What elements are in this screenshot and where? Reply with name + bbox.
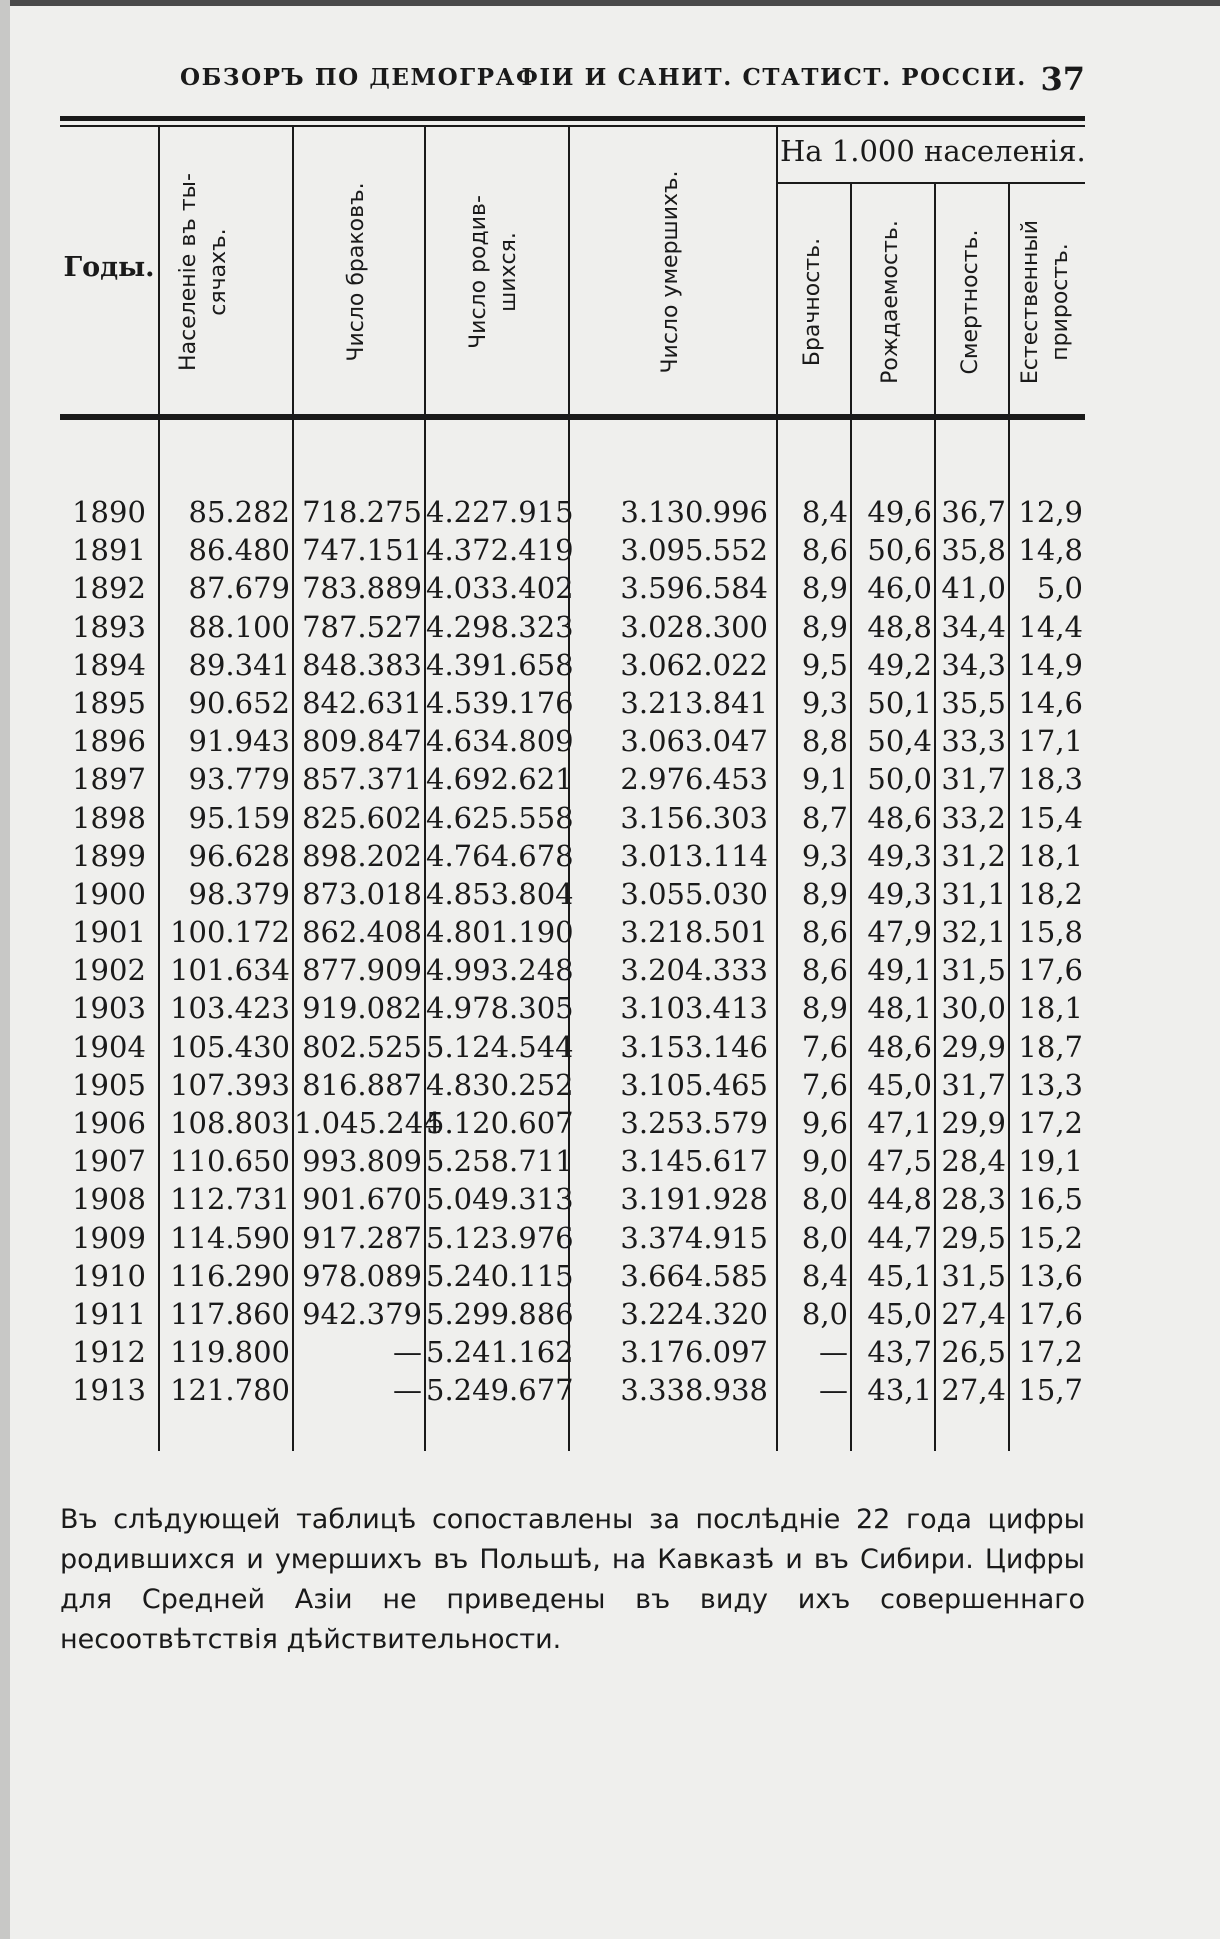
cell-marriages: — xyxy=(393,1373,422,1408)
cell-year: 1910 xyxy=(72,1258,146,1293)
cell-birth-rate: 44,8 xyxy=(867,1182,932,1217)
cell-year: 1907 xyxy=(72,1144,146,1179)
cell-natural-increase: 17,2 xyxy=(1018,1335,1083,1370)
cell-death-rate: 31,7 xyxy=(941,762,1006,797)
cell-births: 5.123.976 xyxy=(426,1220,574,1255)
cell-population: 107.393 xyxy=(170,1067,290,1102)
cell-natural-increase: 18,7 xyxy=(1018,1029,1083,1064)
cell-birth-rate: 49,3 xyxy=(867,838,932,873)
cell-marriage-rate: 8,6 xyxy=(801,915,848,950)
cell-natural-increase: 13,3 xyxy=(1018,1067,1083,1102)
cell-birth-rate: 45,1 xyxy=(867,1258,932,1293)
cell-deaths: 3.374.915 xyxy=(620,1220,768,1255)
table-row xyxy=(60,608,1085,646)
table-top-rule-thin xyxy=(60,125,1085,127)
cell-population: 98.379 xyxy=(188,876,290,911)
table-row xyxy=(60,799,1085,837)
header-years: Годы. xyxy=(63,252,155,283)
cell-deaths: 3.055.030 xyxy=(620,876,768,911)
cell-births: 4.298.323 xyxy=(426,609,574,644)
cell-marriage-rate: — xyxy=(819,1373,848,1408)
cell-year: 1905 xyxy=(72,1067,146,1102)
cell-birth-rate: 49,2 xyxy=(867,647,932,682)
cell-birth-rate: 44,7 xyxy=(867,1220,932,1255)
cell-marriage-rate: 8,0 xyxy=(801,1220,848,1255)
cell-marriage-rate: 7,6 xyxy=(801,1029,848,1064)
cell-natural-increase: 14,6 xyxy=(1018,685,1083,720)
cell-births: 4.391.658 xyxy=(426,647,574,682)
cell-population: 93.779 xyxy=(188,762,290,797)
cell-marriage-rate: 8,0 xyxy=(801,1182,848,1217)
cell-marriages: 783.889 xyxy=(302,571,422,606)
scan-left-gutter xyxy=(0,0,10,1939)
cell-population: 90.652 xyxy=(188,685,290,720)
cell-births: 4.764.678 xyxy=(426,838,574,873)
header-population-line1: Населеніе въ ты- xyxy=(176,173,201,371)
cell-birth-rate: 45,0 xyxy=(867,1296,932,1331)
table-row xyxy=(60,1257,1085,1295)
cell-natural-increase: 17,2 xyxy=(1018,1106,1083,1140)
cell-year: 1890 xyxy=(72,495,146,529)
cell-natural-increase: 15,4 xyxy=(1018,800,1083,835)
cell-year: 1904 xyxy=(72,1029,146,1064)
cell-marriage-rate: — xyxy=(819,1335,848,1370)
cell-natural-increase: 17,6 xyxy=(1018,1296,1083,1331)
table-row xyxy=(60,913,1085,951)
cell-births: 5.299.886 xyxy=(426,1296,574,1331)
cell-marriages: 809.847 xyxy=(302,724,422,759)
header-per-1000-group: На 1.000 населенія. xyxy=(780,134,1086,168)
cell-death-rate: 30,0 xyxy=(941,991,1006,1026)
cell-marriages: 857.371 xyxy=(302,762,422,797)
cell-marriage-rate: 8,4 xyxy=(801,495,848,529)
cell-deaths: 3.204.333 xyxy=(620,953,768,988)
cell-population: 112.731 xyxy=(170,1182,290,1217)
cell-marriages: 942.379 xyxy=(302,1296,422,1331)
cell-death-rate: 29,9 xyxy=(941,1106,1006,1140)
cell-death-rate: 26,5 xyxy=(941,1335,1006,1370)
cell-year: 1891 xyxy=(72,533,146,568)
cell-marriage-rate: 8,6 xyxy=(801,953,848,988)
header-births-line2: шихся. xyxy=(496,232,521,312)
cell-births: 5.049.313 xyxy=(426,1182,574,1217)
cell-natural-increase: 14,4 xyxy=(1018,609,1083,644)
cell-marriages: 718.275 xyxy=(302,495,422,529)
cell-marriages: — xyxy=(393,1335,422,1370)
cell-marriages: 848.383 xyxy=(302,647,422,682)
cell-birth-rate: 47,9 xyxy=(867,915,932,950)
cell-death-rate: 31,5 xyxy=(941,953,1006,988)
cell-marriages: 862.408 xyxy=(302,915,422,950)
cell-death-rate: 31,5 xyxy=(941,1258,1006,1293)
cell-deaths: 3.253.579 xyxy=(620,1106,768,1140)
cell-year: 1902 xyxy=(72,953,146,988)
cell-natural-increase: 15,7 xyxy=(1018,1373,1083,1408)
table-row xyxy=(60,684,1085,722)
cell-deaths: 3.105.465 xyxy=(620,1067,768,1102)
cell-births: 4.634.809 xyxy=(426,724,574,759)
cell-marriages: 816.887 xyxy=(302,1067,422,1102)
cell-birth-rate: 47,1 xyxy=(867,1106,932,1140)
table-body xyxy=(60,493,1085,1410)
header-bottom-rule xyxy=(60,414,1085,420)
cell-population: 114.590 xyxy=(170,1220,290,1255)
cell-year: 1892 xyxy=(72,571,146,606)
statistics-table: Годы. На 1.000 населенія. Населеніе въ ты- сячахъ. Число браковъ. Число родив- шихся. Число умершихъ. Брачность. Рождаемость. Смертность. Естественный приростъ. 1890 85.282 718.275 4.227.915 3.130.996 8,4 49,6 36,7 12,9 1891 86.480 747.151 4.372.419 3.095.552 8,6 50,6 35,8 14,8 1892 87.679 783.889 4.033.402 3.596.584 8,9 46,0 41,0 5,0 1893 88.100 787.527 4.298.323 3.028.300 8,9 48,8 34,4 14,4 1894 89.341 848.383 4.391.658 3.062.022 9,5 49,2 34,3 14,9 1895 90.652 842.631 4.539.176 3.213.841 9,3 50,1 35,5 14,6 1896 91.943 809.847 4.634.809 3.063.047 8,8 50,4 33,3 17,1 1897 93.779 857.371 4.692.621 2.976.453 9,1 50,0 31,7 18,3 1898 95.159 825.602 4.625.558 3.156.303 8,7 48,6 33,2 15,4 1899 96.628 898.202 4.764.678 3.013.114 9,3 49,3 31,2 18,1 1900 98.379 873.018 4.853.804 3.055.030 8,9 49,3 31,1 18,2 1901 100.172 862.408 4.801.190 3.218.501 8,6 47,9 32,1 15,8 1902 101.634 877.909 4.993.248 3.204.333 8,6 49,1 31,5 17,6 1903 103.423 919.082 4.978.305 3.103.413 8,9 48,1 30,0 18,1 1904 105.430 802.525 5.124.544 3.153.146 7,6 48,6 29,9 18,7 1905 107.393 816.887 4.830.252 3.105.465 7,6 45,0 31,7 13,3 1906 108.803 1.045.244 5.120.607 3.253.579 9,6 47,1 29,9 17,2 1907 110.650 993.809 5.258.711 3.145.617 9,0 47,5 28,4 19,1 1908 112.731 901.670 5.049.313 3.191.928 8,0 44,8 28,3 16,5 1909 114.590 917.287 5.123.976 3.374.915 8,0 44,7 29,5 15,2 1910 116.290 978.089 5.240.115 3.664.585 8,4 45,1 31,5 13,6 1911 117.860 942.379 5.299.886 3.224.320 8,0 45,0 27,4 17,6 1912 119.800 — 5.241.162 3.176.097 — 43,7 26,5 17,2 1913 121.780 — 5.249.677 3.338.938 — 43,1 27,4 15,7 xyxy=(60,112,1085,1452)
cell-death-rate: 36,7 xyxy=(941,495,1006,529)
cell-natural-increase: 18,1 xyxy=(1018,838,1083,873)
cell-marriage-rate: 9,3 xyxy=(801,838,848,873)
cell-marriages: 825.602 xyxy=(302,800,422,835)
table-row xyxy=(60,837,1085,875)
cell-natural-increase: 15,8 xyxy=(1018,915,1083,950)
cell-death-rate: 31,1 xyxy=(941,876,1006,911)
cell-year: 1899 xyxy=(72,838,146,873)
cell-population: 117.860 xyxy=(170,1296,290,1331)
cell-year: 1898 xyxy=(72,800,146,835)
cell-births: 4.692.621 xyxy=(426,762,574,797)
header-natural-line2: приростъ. xyxy=(1048,243,1073,361)
cell-births: 5.258.711 xyxy=(426,1144,574,1179)
cell-natural-increase: 17,6 xyxy=(1018,953,1083,988)
cell-birth-rate: 50,4 xyxy=(867,724,932,759)
cell-births: 4.801.190 xyxy=(426,915,574,950)
cell-birth-rate: 48,6 xyxy=(867,800,932,835)
cell-deaths: 3.596.584 xyxy=(620,571,768,606)
cell-marriage-rate: 8,9 xyxy=(801,609,848,644)
cell-population: 95.159 xyxy=(188,800,290,835)
cell-births: 4.227.915 xyxy=(426,495,574,529)
cell-population: 96.628 xyxy=(188,838,290,873)
cell-death-rate: 31,2 xyxy=(941,838,1006,873)
cell-population: 100.172 xyxy=(170,915,290,950)
cell-natural-increase: 18,1 xyxy=(1018,991,1083,1026)
cell-death-rate: 35,5 xyxy=(941,685,1006,720)
cell-population: 87.679 xyxy=(188,571,290,606)
table-row xyxy=(60,1219,1085,1257)
cell-deaths: 2.976.453 xyxy=(620,762,768,797)
table-row xyxy=(60,493,1085,531)
cell-marriage-rate: 8,9 xyxy=(801,991,848,1026)
cell-marriages: 993.809 xyxy=(302,1144,422,1179)
table-row xyxy=(60,875,1085,913)
cell-year: 1911 xyxy=(72,1296,146,1331)
cell-year: 1903 xyxy=(72,991,146,1026)
cell-death-rate: 32,1 xyxy=(941,915,1006,950)
cell-year: 1897 xyxy=(72,762,146,797)
cell-death-rate: 27,4 xyxy=(941,1296,1006,1331)
cell-marriages: 877.909 xyxy=(302,953,422,988)
cell-deaths: 3.013.114 xyxy=(620,838,768,873)
cell-marriages: 787.527 xyxy=(302,609,422,644)
cell-marriage-rate: 9,6 xyxy=(801,1106,848,1140)
cell-death-rate: 28,3 xyxy=(941,1182,1006,1217)
cell-births: 5.240.115 xyxy=(426,1258,574,1293)
table-row xyxy=(60,646,1085,684)
table-row xyxy=(60,1142,1085,1180)
cell-population: 88.100 xyxy=(188,609,290,644)
cell-population: 121.780 xyxy=(170,1373,290,1408)
cell-births: 4.372.419 xyxy=(426,533,574,568)
table-top-rule xyxy=(60,116,1085,121)
cell-marriages: 802.525 xyxy=(302,1029,422,1064)
cell-deaths: 3.156.303 xyxy=(620,800,768,835)
cell-births: 5.124.544 xyxy=(426,1029,574,1064)
cell-deaths: 3.103.413 xyxy=(620,991,768,1026)
cell-deaths: 3.062.022 xyxy=(620,647,768,682)
cell-marriages: 919.082 xyxy=(302,991,422,1026)
cell-births: 4.033.402 xyxy=(426,571,574,606)
cell-birth-rate: 50,0 xyxy=(867,762,932,797)
cell-natural-increase: 16,5 xyxy=(1018,1182,1083,1217)
cell-marriage-rate: 9,1 xyxy=(801,762,848,797)
cell-marriage-rate: 8,0 xyxy=(801,1296,848,1331)
table-row xyxy=(60,760,1085,798)
header-population-line2: сячахъ. xyxy=(206,228,231,316)
cell-year: 1913 xyxy=(72,1373,146,1408)
cell-births: 4.853.804 xyxy=(426,876,574,911)
cell-year: 1893 xyxy=(72,609,146,644)
cell-population: 110.650 xyxy=(170,1144,290,1179)
cell-deaths: 3.145.617 xyxy=(620,1144,768,1179)
cell-marriage-rate: 7,6 xyxy=(801,1067,848,1102)
cell-population: 101.634 xyxy=(170,953,290,988)
cell-year: 1908 xyxy=(72,1182,146,1217)
table-row xyxy=(60,1028,1085,1066)
scan-top-edge xyxy=(0,0,1220,6)
cell-deaths: 3.664.585 xyxy=(620,1258,768,1293)
cell-deaths: 3.153.146 xyxy=(620,1029,768,1064)
cell-marriages: 747.151 xyxy=(302,533,422,568)
cell-marriage-rate: 8,7 xyxy=(801,800,848,835)
cell-marriage-rate: 9,3 xyxy=(801,685,848,720)
cell-marriage-rate: 8,9 xyxy=(801,876,848,911)
cell-year: 1912 xyxy=(72,1335,146,1370)
cell-death-rate: 35,8 xyxy=(941,533,1006,568)
cell-year: 1896 xyxy=(72,724,146,759)
cell-year: 1909 xyxy=(72,1220,146,1255)
cell-birth-rate: 47,5 xyxy=(867,1144,932,1179)
cell-marriages: 901.670 xyxy=(302,1182,422,1217)
cell-population: 116.290 xyxy=(170,1258,290,1293)
cell-population: 91.943 xyxy=(188,724,290,759)
cell-births: 5.241.162 xyxy=(426,1335,574,1370)
cell-death-rate: 29,5 xyxy=(941,1220,1006,1255)
cell-births: 4.978.305 xyxy=(426,991,574,1026)
table-row xyxy=(60,951,1085,989)
cell-birth-rate: 48,1 xyxy=(867,991,932,1026)
cell-births: 4.539.176 xyxy=(426,685,574,720)
cell-death-rate: 34,3 xyxy=(941,647,1006,682)
cell-births: 4.830.252 xyxy=(426,1067,574,1102)
cell-birth-rate: 46,0 xyxy=(867,571,932,606)
cell-deaths: 3.028.300 xyxy=(620,609,768,644)
cell-population: 103.423 xyxy=(170,991,290,1026)
header-natural-line1: Естественный xyxy=(1018,219,1043,385)
cell-birth-rate: 48,6 xyxy=(867,1029,932,1064)
cell-birth-rate: 45,0 xyxy=(867,1067,932,1102)
cell-marriages: 1.045.244 xyxy=(294,1106,442,1140)
cell-marriages: 842.631 xyxy=(302,685,422,720)
cell-natural-increase: 18,2 xyxy=(1018,876,1083,911)
cell-deaths: 3.218.501 xyxy=(620,915,768,950)
cell-deaths: 3.095.552 xyxy=(620,533,768,568)
table-row xyxy=(60,722,1085,760)
table-row xyxy=(60,531,1085,569)
cell-natural-increase: 14,9 xyxy=(1018,647,1083,682)
cell-birth-rate: 49,6 xyxy=(867,495,932,529)
cell-population: 85.282 xyxy=(188,495,290,529)
cell-deaths: 3.224.320 xyxy=(620,1296,768,1331)
cell-death-rate: 28,4 xyxy=(941,1144,1006,1179)
table-row xyxy=(60,989,1085,1027)
cell-birth-rate: 43,7 xyxy=(867,1335,932,1370)
cell-marriages: 917.287 xyxy=(302,1220,422,1255)
cell-births: 4.625.558 xyxy=(426,800,574,835)
cell-marriages: 873.018 xyxy=(302,876,422,911)
table-row xyxy=(60,1104,1085,1142)
cell-deaths: 3.176.097 xyxy=(620,1335,768,1370)
cell-births: 4.993.248 xyxy=(426,953,574,988)
cell-population: 108.803 xyxy=(170,1106,290,1140)
cell-births: 5.120.607 xyxy=(426,1106,574,1140)
table-row xyxy=(60,569,1085,607)
cell-natural-increase: 13,6 xyxy=(1018,1258,1083,1293)
running-title: ОБЗОРЪ ПО ДЕМОГРАФІИ И САНИТ. СТАТИСТ. РОССІИ. xyxy=(180,64,1027,91)
table-row xyxy=(60,1295,1085,1333)
cell-population: 105.430 xyxy=(170,1029,290,1064)
cell-death-rate: 41,0 xyxy=(941,571,1006,606)
cell-population: 119.800 xyxy=(170,1335,290,1370)
cell-population: 86.480 xyxy=(188,533,290,568)
cell-deaths: 3.338.938 xyxy=(620,1373,768,1408)
cell-marriage-rate: 9,5 xyxy=(801,647,848,682)
cell-natural-increase: 15,2 xyxy=(1018,1220,1083,1255)
cell-birth-rate: 50,6 xyxy=(867,533,932,568)
table-row xyxy=(60,1180,1085,1218)
table-row xyxy=(60,1371,1085,1409)
cell-deaths: 3.130.996 xyxy=(620,495,768,529)
table-row xyxy=(60,1066,1085,1104)
cell-natural-increase: 17,1 xyxy=(1018,724,1083,759)
cell-death-rate: 33,2 xyxy=(941,800,1006,835)
cell-marriage-rate: 9,0 xyxy=(801,1144,848,1179)
cell-natural-increase: 5,0 xyxy=(1036,571,1083,606)
cell-population: 89.341 xyxy=(188,647,290,682)
cell-natural-increase: 12,9 xyxy=(1018,495,1083,529)
cell-death-rate: 27,4 xyxy=(941,1373,1006,1408)
table-row xyxy=(60,1333,1085,1371)
cell-birth-rate: 49,1 xyxy=(867,953,932,988)
header-births-line1: Число родив- xyxy=(466,195,491,349)
cell-marriage-rate: 8,4 xyxy=(801,1258,848,1293)
group-header-rule xyxy=(778,182,1085,184)
cell-marriage-rate: 8,8 xyxy=(801,724,848,759)
cell-natural-increase: 18,3 xyxy=(1018,762,1083,797)
cell-births: 5.249.677 xyxy=(426,1373,574,1408)
cell-year: 1895 xyxy=(72,685,146,720)
cell-birth-rate: 48,8 xyxy=(867,609,932,644)
cell-marriages: 898.202 xyxy=(302,838,422,873)
cell-death-rate: 31,7 xyxy=(941,1067,1006,1102)
cell-marriage-rate: 8,9 xyxy=(801,571,848,606)
cell-year: 1900 xyxy=(72,876,146,911)
cell-birth-rate: 49,3 xyxy=(867,876,932,911)
cell-death-rate: 34,4 xyxy=(941,609,1006,644)
cell-year: 1906 xyxy=(72,1106,146,1140)
cell-marriage-rate: 8,6 xyxy=(801,533,848,568)
page-number: 37 xyxy=(1040,60,1085,98)
cell-death-rate: 29,9 xyxy=(941,1029,1006,1064)
cell-deaths: 3.213.841 xyxy=(620,685,768,720)
cell-year: 1901 xyxy=(72,915,146,950)
cell-birth-rate: 50,1 xyxy=(867,685,932,720)
running-head xyxy=(60,60,1085,100)
cell-deaths: 3.191.928 xyxy=(620,1182,768,1217)
cell-marriages: 978.089 xyxy=(302,1258,422,1293)
cell-natural-increase: 19,1 xyxy=(1018,1144,1083,1179)
cell-deaths: 3.063.047 xyxy=(620,724,768,759)
body-paragraph: Въ слѣдующей таблицѣ сопоставлены за послѣдніе 22 года цифры родившихся и умершихъ въ Польшѣ, на Кавказѣ и въ Сибири. Цифры для Средней Азіи не приведены въ виду ихъ совершеннаго несоотвѣтствія дѣйствительности. xyxy=(60,1504,1085,1655)
cell-year: 1894 xyxy=(72,647,146,682)
cell-natural-increase: 14,8 xyxy=(1018,533,1083,568)
cell-birth-rate: 43,1 xyxy=(867,1373,932,1408)
cell-death-rate: 33,3 xyxy=(941,724,1006,759)
